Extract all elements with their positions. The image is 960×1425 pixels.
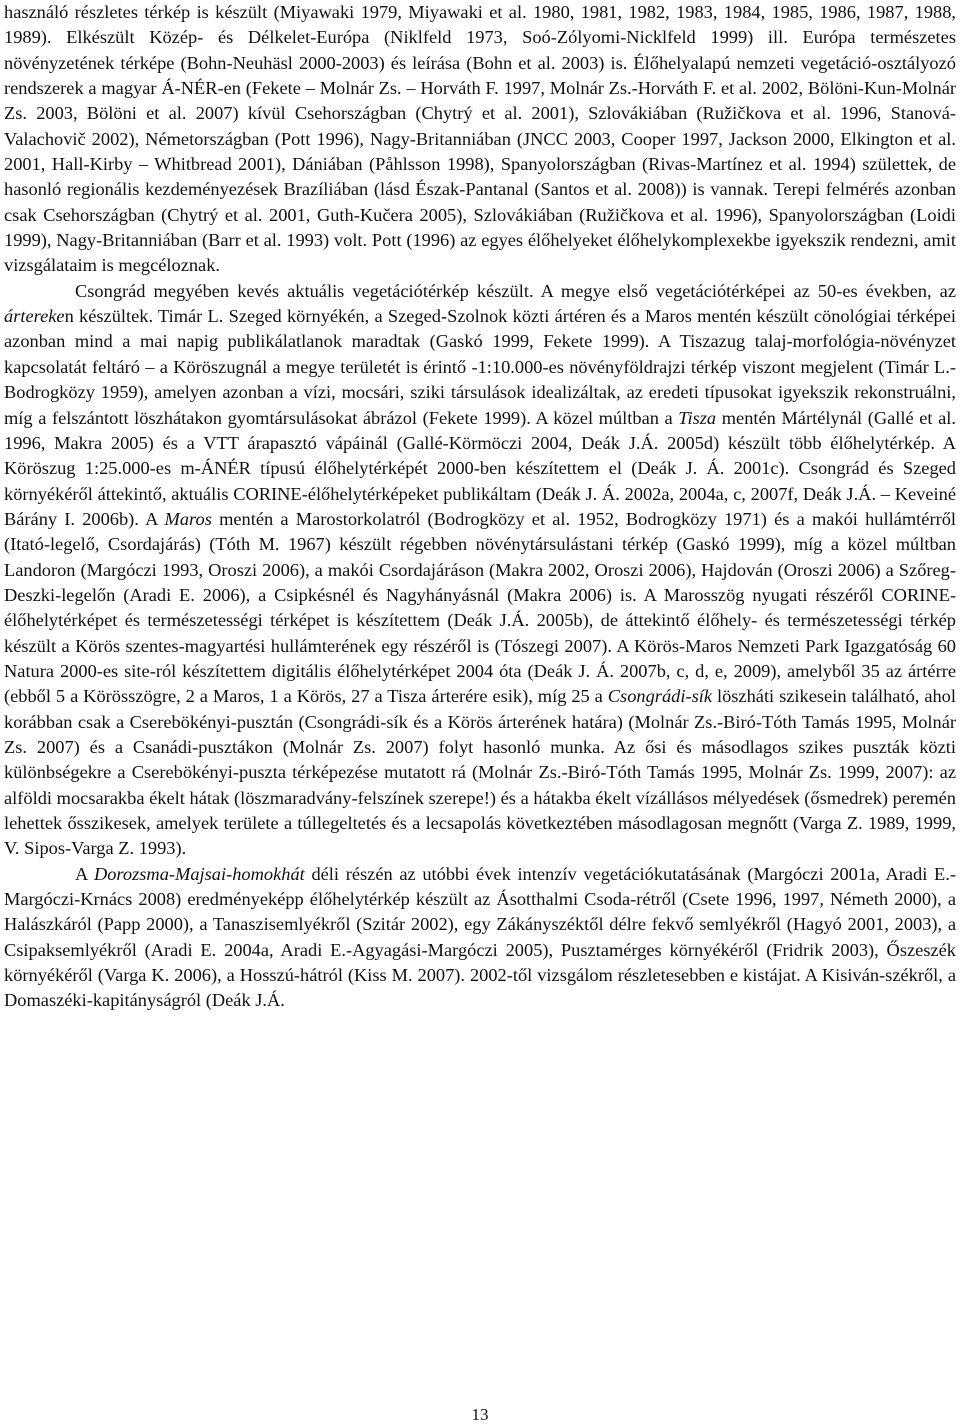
italic-term: Tisza xyxy=(678,407,717,428)
text-run: mentén a Marostorkolatról (Bodrogközy et al. 1952, Bodrogközy 1971) és a makói hullámtérről (Itató-legelő, Csordajárás) (Tóth M. 1967) készült régebben növénytársulástani térkép (Gaskó 1999), míg a közel múltban Landoron (Margóczi 1993, Oroszi 2006), a makói Csordajáráson (Makra 2002, Oroszi 2006), Hajdován (Oroszi 2006) a Szőreg-Deszki-legelőn (Aradi E. 2006), a Csipkésnél és Nagyhányásnál (Makra 2006) is. A Marosszög nyugati részéről CORINE-élőhelytérképet és természetességi térképet is készítettem (Deák J.Á. 2005b), de áttekintő élőhely- és természetességi térkép készült a Körös szentes-magyartési hullámterének egy részéről is (Tószegi 2007). A Körös-Maros Nemzeti Park Igazgatóság 60 Natura 2000-es site-ról készítettem digitális élőhelytérképet 2004 óta (Deák J. Á. 2007b, c, d, e, 2009), amelyből 35 az ártérre (ebből 5 a Körösszögre, 2 a Maros, 1 a Körös, 27 a Tisza árterére esik), míg 25 a xyxy=(4,508,957,707)
italic-term: Maros xyxy=(164,508,212,529)
paragraph-p2 xyxy=(4,279,956,862)
paragraph-p1 xyxy=(4,0,956,279)
italic-term: ártereke xyxy=(4,306,65,327)
text-run: használó részletes térkép is készült (Miyawaki 1979, Miyawaki et al. 1980, 1981, 1982, 1983, 1984, 1985, 1986, 1987, 1988, 1989). Elkészült Közép- és Délkelet-Európa (Niklfeld 1973, Soó-Zólyomi-Nicklfeld 1999) ill. Európa természetes növényzetének térképe (Bohn-Neuhäsl 2000-2003) és leírása (Bohn et al. 2003) is. Élőhelyalapú nemzeti vegetáció-osztályozó rendszerek a magyar Á-NÉR-en (Fekete – Molnár Zs. – Horváth F. 1997, Molnár Zs.-Horváth F. et al. 2002, Bölöni-Kun-Molnár Zs. 2003, Bölöni et al. 2007) kívül Csehországban (Chytrý et al. 2001), Szlovákiában (Ružičkova et al. 1996, Stanová-Valachovič 2002), Németországban (Pott 1996), Nagy-Britanniában (JNCC 2003, Cooper 1997, Jackson 2000, Elkington et al. 2001, Hall-Kirby – Whitbread 2001), Dániában (Påhlsson 1998), Spanyolországban (Rivas-Martínez et al. 1994) születtek, de hasonló regionális kezdeményezések Brazíliában (lásd Észak-Pantanal (Santos et al. 2008)) is vannak. Terepi felmérés azonban csak Csehországban (Chytrý et al. 2001, Guth-Kučera 2005), Szlovákiában (Ružičkova et al. 1996), Spanyolországban (Loidi 1999), Nagy-Britanniában (Barr et al. 1993) volt. Pott (1996) az egyes élőhelyeket élőhelykomplexekbe igyekszik rendezni, amit vizsgálataim is megcéloznak. xyxy=(4,2,956,276)
italic-term: Dorozsma-Majsai-homokhát xyxy=(93,863,305,884)
text-run: Csongrád megyében kevés aktuális vegetációtérkép készült. A megye első vegetációtérképei az 50-es években, az xyxy=(75,280,956,301)
text-run: A xyxy=(75,863,94,884)
paragraph-p3 xyxy=(4,862,956,1014)
text-run: déli részén az utóbbi évek intenzív vegetációkutatásának (Margóczi 2001a, Aradi E.-Margóczi-Krnács 2008) eredményeképp élőhelytérkép készült az Ásotthalmi Csoda-rétről (Csete 1996, 1997, Németh 2000), a Halászkáról (Papp 2000), a Tanaszisemlyékről (Szitár 2002), egy Zákányszéktől délre fekvő semlyékről (Hagyó 2001, 2003), a Csipaksemlyékről (Aradi E. 2004a, Aradi E.-Agyagási-Margóczi 2005), Pusztamérges környékéről (Fridrik 2003), Őszeszék környékéről (Varga K. 2006), a Hosszú-hátról (Kiss M. 2007). 2002-től vizsgálom részletesebben e kistájat. A Kisiván-székről, a Domaszéki-kapitányságról (Deák J.Á. xyxy=(4,863,956,1011)
text-run: n készültek. Timár L. Szeged környékén, a Szeged-Szolnok közti ártéren és a Maros mentén készült cönológiai térképei azonban mind a mai napig publikálatlanok maradtak (Gaskó 1999, Fekete 1999). A Tiszazug talaj-morfológia-növényzet kapcsolatát feltáró – a Köröszugnál a megye területét is érintő -1:10.000-es növényföldrajzi térkép viszont megjelent (Timár L.-Bodrogközy 1959), amelyen azonban a vízi, mocsári, sziki társulások idealizáltak, az eredeti típusokat igyekszik rekonstruálni, míg a felszántott löszhátakon gyomtársulásokat ábrázol (Fekete 1999). A közel múltban a xyxy=(4,306,956,428)
text-run: löszháti szikesein található, ahol korábban csak a Cserebökényi-pusztán (Csongrádi-sík és a Körös árterének határa) (Molnár Zs.-Biró-Tóth Tamás 1995, Molnár Zs. 2007) és a Csanádi-pusztákon (Molnár Zs. 2007) folyt hasonló munka. Az ősi és másodlagos szikes puszták közti különbségekre a Cserebökényi-puszta térképezése mutatott rá (Molnár Zs.-Biró-Tóth Tamás 1995, Molnár Zs. 1999, 2007): az alföldi mocsarakba ékelt hátak (löszmaradvány-felszínek szerepe!) és a hátakba ékelt vízállásos mélyedések (ősmedrek) peremén lehettek ősszikesek, amelyek területe a túllegeltetés és a lecsapolás következtében másodlagosan megnőtt (Varga Z. 1989, 1999, V. Sipos-Varga Z. 1993). xyxy=(4,686,956,859)
italic-term: Csongrádi-sík xyxy=(607,686,713,707)
text-run: mentén Mártélynál (Gallé et al. 1996, Makra 2005) és a VTT árapasztó vápáinál (Gallé-Körmöczi 2004, Deák J.Á. 2005d) készült több élőhelytérkép. A Köröszug 1:25.000-es m-ÁNÉR típusú élőhelytérképét 2000-ben készítettem el (Deák J. Á. 2001c). Csongrád és Szeged környékéről áttekintő, aktuális CORINE-élőhelytérképeket publikáltam (Deák J. Á. 2002a, 2004a, c, 2007f, Deák J.Á. – Keveiné Bárány I. 2006b). A xyxy=(4,407,956,529)
page-number: 13 xyxy=(471,1405,489,1424)
body-text xyxy=(4,0,956,1014)
